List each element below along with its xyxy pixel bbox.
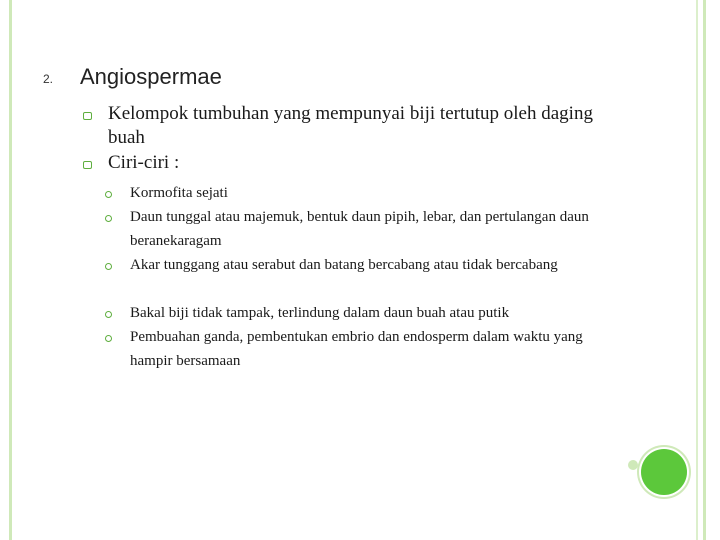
feature-item: Akar tunggang atau serabut dan batang bercabang atau tidak bercabang (130, 257, 558, 273)
sub-bullet-icon (105, 335, 112, 342)
bullet-icon (83, 112, 92, 120)
bullet-definition: Kelompok tumbuhan yang mempunyai biji tertutup oleh daging buah (108, 103, 593, 148)
list-number: 2. (43, 72, 54, 86)
bullet-characteristics: Ciri-ciri : (108, 152, 180, 173)
feature-item: Bakal biji tidak tampak, terlindung dalam daun buah atau putik (130, 305, 510, 321)
bullet-icon (83, 161, 92, 169)
right-frame-line-outer (703, 0, 706, 540)
right-frame-line-inner (696, 0, 698, 540)
left-frame-line (9, 0, 12, 540)
sub-bullet-icon (105, 311, 112, 318)
decorative-green-circle (641, 449, 687, 495)
feature-item: Kormofita sejati (130, 185, 228, 201)
feature-item: Daun tunggal atau majemuk, bentuk daun pipih, lebar, dan pertulangan daun beranekaragam (130, 209, 589, 249)
decorative-small-circle (628, 460, 638, 470)
sub-bullet-icon (105, 191, 112, 198)
slide-heading: Angiospermae (80, 64, 222, 89)
sub-bullet-icon (105, 263, 112, 270)
feature-item: Pembuahan ganda, pembentukan embrio dan endosperm dalam waktu yang hampir bersamaan (130, 329, 583, 369)
sub-bullet-icon (105, 215, 112, 222)
